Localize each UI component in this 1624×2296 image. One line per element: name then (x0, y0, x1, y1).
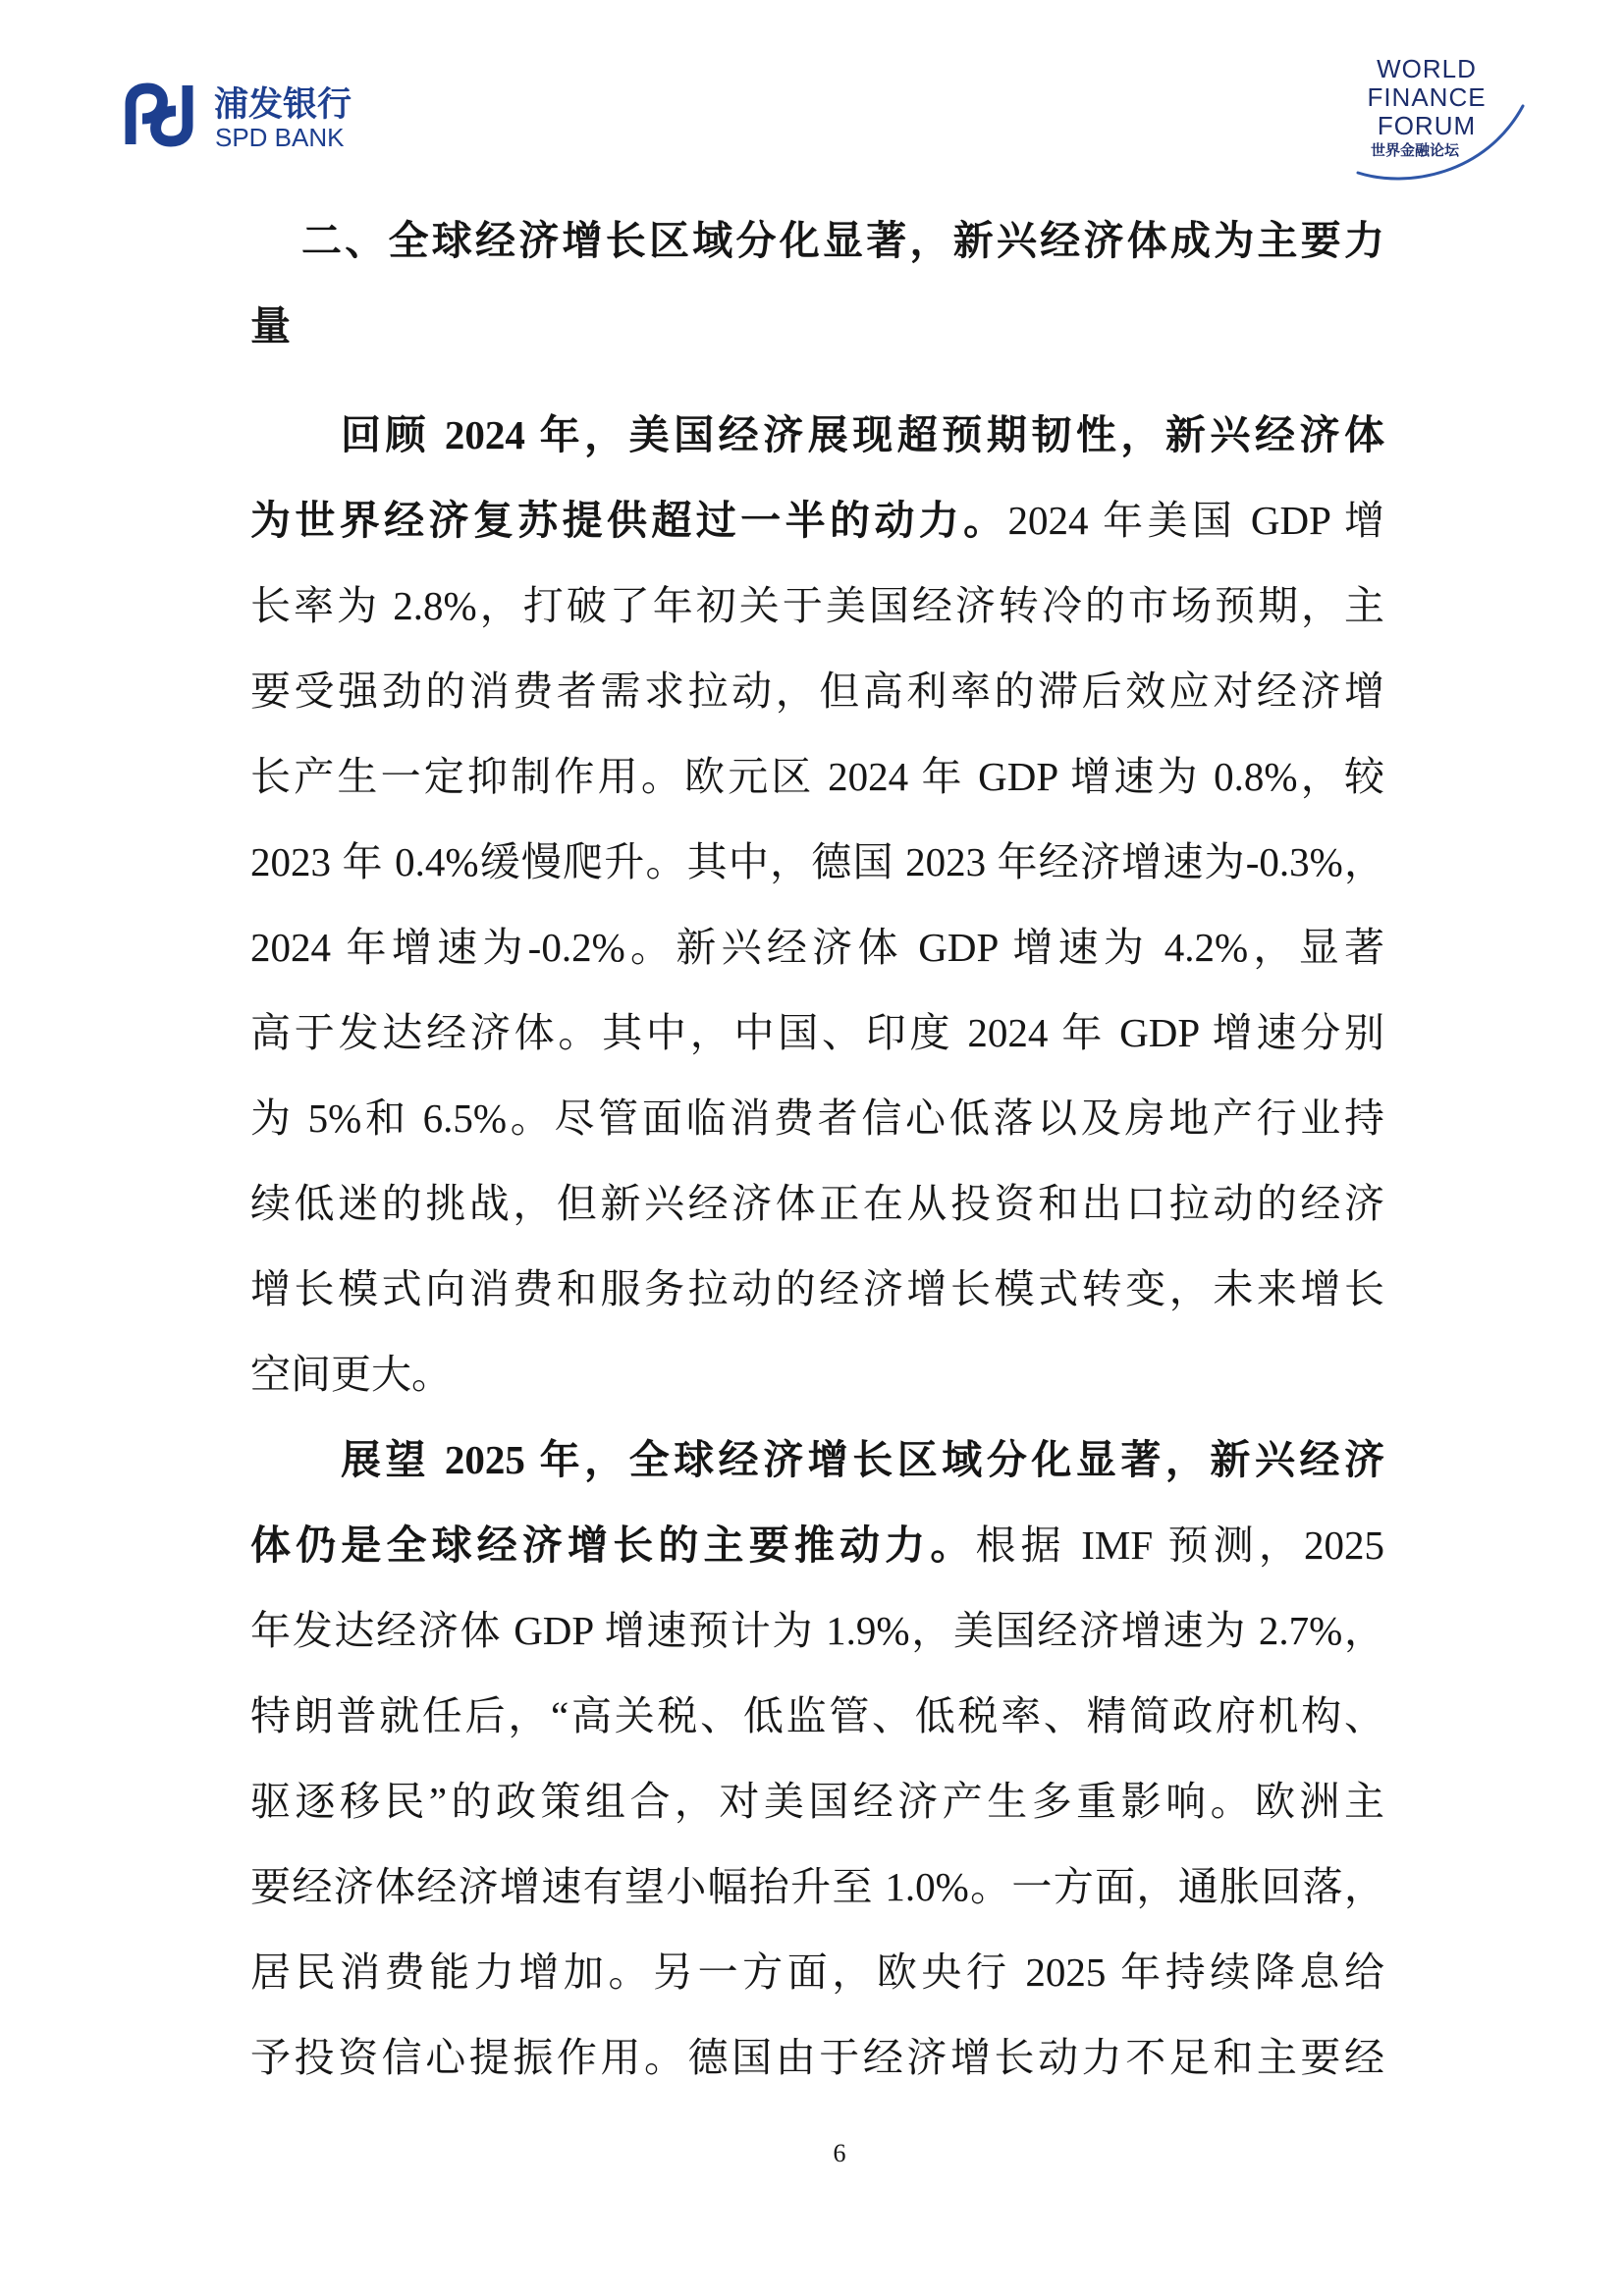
wff-logo-word-finance: FINANCE (1367, 82, 1487, 112)
paragraph-line (250, 2015, 1384, 2101)
wff-logo-word-forum: FORUM (1377, 111, 1477, 140)
heading-line: 量 (250, 303, 291, 348)
paragraph-line (250, 1674, 1384, 1759)
page-number: 6 (833, 2139, 846, 2167)
heading-line: 二、全球经济增长区域分化显著，新兴经济体成为主要力 (301, 218, 1384, 263)
text-run: 年发达经济体 GDP 增速预计为 1.9%，美国经济增速为 2.7%， (250, 1608, 1384, 1653)
paragraph-line (250, 1930, 1384, 2015)
paragraph-line (250, 1247, 1384, 1332)
text-run: 续低迷的挑战，但新兴经济体正在从投资和出口拉动的经济 (250, 1181, 1384, 1226)
body-paragraph (250, 1417, 1384, 2101)
text-run: 特朗普就任后，“高关税、低监管、低税率、精简政府机构、 (250, 1693, 1384, 1738)
text-run: 增长模式向消费和服务拉动的经济增长模式转变，未来增长 (250, 1266, 1384, 1311)
spd-bank-logo-icon (118, 82, 200, 147)
paragraph-line (250, 1503, 1384, 1588)
paragraph-line (250, 649, 1384, 734)
paragraph-line (250, 990, 1384, 1076)
body-text (250, 393, 1384, 2101)
paragraph-line (250, 478, 1384, 563)
paragraph-line (250, 393, 1384, 478)
bold-text-run: 为世界经济复苏提供超过一半的动力。 (250, 498, 1008, 543)
bold-text-run: 回顾 2024 年，美国经济展现超预期韧性，新兴经济体 (341, 412, 1384, 457)
spd-bank-logo (118, 82, 363, 151)
text-run: 长产生一定抑制作用。欧元区 2024 年 GDP 增速为 0.8%，较 (250, 754, 1384, 799)
text-run: 要经济体经济增速有望小幅抬升至 1.0%。一方面，通胀回落， (250, 1864, 1384, 1909)
paragraph-line (250, 1076, 1384, 1161)
paragraph-line (250, 1759, 1384, 1844)
bold-text-run: 体仍是全球经济增长的主要推动力。 (250, 1522, 976, 1568)
wff-logo-word-world: WORLD (1377, 54, 1477, 83)
text-run: 为 5%和 6.5%。尽管面临消费者信心低落以及房地产行业持 (250, 1095, 1384, 1141)
body-paragraph (250, 393, 1384, 1417)
paragraph-line (250, 1588, 1384, 1674)
section-heading (250, 198, 1384, 369)
text-run: 予投资信心提振作用。德国由于经济增长动力不足和主要经 (250, 2035, 1384, 2080)
paragraph-line (250, 1417, 1384, 1503)
text-run: 根据 IMF 预测，2025 (975, 1522, 1384, 1568)
paragraph-line (250, 820, 1384, 905)
text-run: 2024 年美国 GDP 增 (1007, 498, 1384, 543)
paragraph-line (250, 563, 1384, 649)
paragraph-line (250, 1332, 1384, 1417)
text-run: 长率为 2.8%，打破了年初关于美国经济转冷的市场预期，主 (250, 583, 1384, 628)
main-content (250, 198, 1384, 2101)
text-run: 要受强劲的消费者需求拉动，但高利率的滞后效应对经济增 (250, 668, 1384, 714)
spd-bank-name-en: SPD BANK (215, 123, 345, 152)
paragraph-line (250, 1161, 1384, 1247)
paragraph-line (250, 1844, 1384, 1930)
text-run: 驱逐移民”的政策组合，对美国经济产生多重影响。欧洲主 (250, 1779, 1384, 1824)
paragraph-line (250, 905, 1384, 990)
wff-logo-name-cn: 世界金融论坛 (1370, 141, 1459, 159)
wff-logo-swoosh-icon (1348, 94, 1535, 192)
text-run: 2024 年增速为-0.2%。新兴经济体 GDP 增速为 4.2%，显著 (250, 925, 1384, 970)
text-run: 高于发达经济体。其中，中国、印度 2024 年 GDP 增速分别 (250, 1010, 1384, 1055)
bold-text-run: 展望 2025 年，全球经济增长区域分化显著，新兴经济 (341, 1437, 1384, 1482)
text-run: 居民消费能力增加。另一方面，欧央行 2025 年持续降息给 (250, 1949, 1384, 1995)
text-run: 2023 年 0.4%缓慢爬升。其中，德国 2023 年经济增速为-0.3%， (250, 839, 1384, 884)
text-run: 空间更大。 (250, 1352, 452, 1397)
spd-bank-name-cn: 浦发银行 (214, 85, 352, 125)
paragraph-line (250, 734, 1384, 820)
